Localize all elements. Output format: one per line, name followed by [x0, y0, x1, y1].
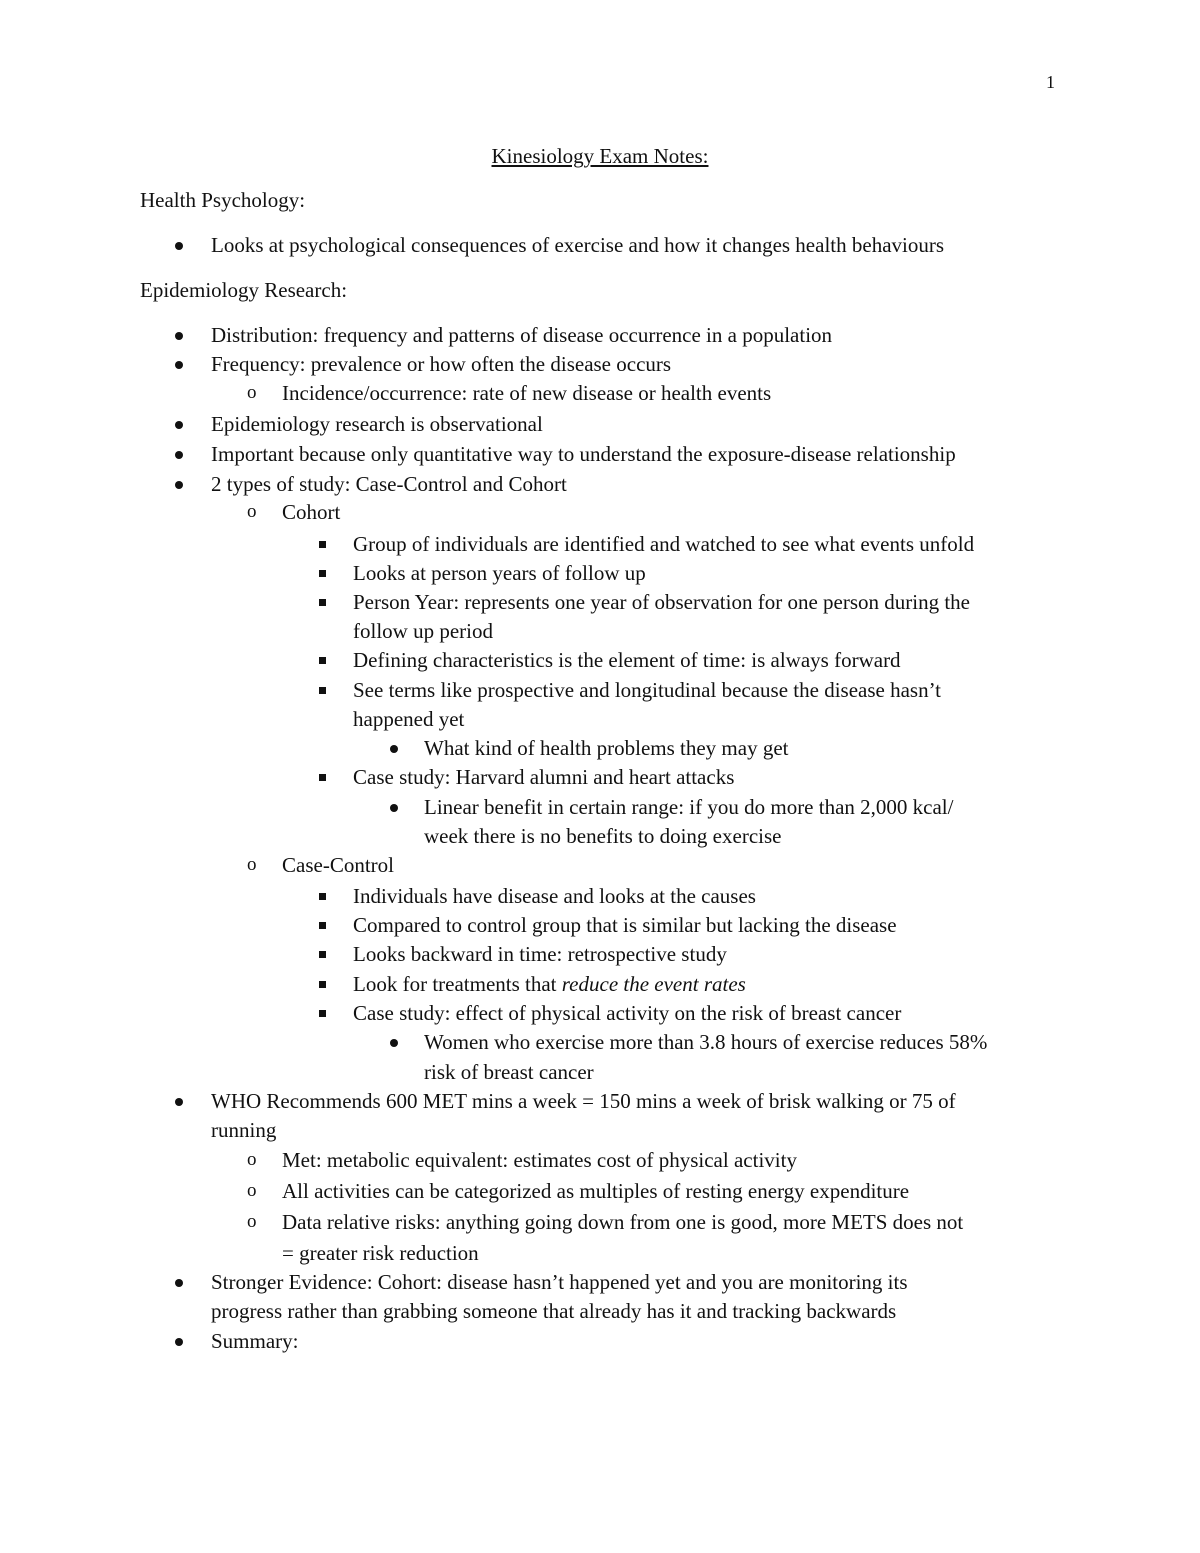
list-item-text: Stronger Evidence: Cohort: disease hasn’t happened yet and you are monitoring its: [211, 1270, 908, 1294]
list-item-text: week there is no benefits to doing exercise: [424, 824, 782, 848]
text-normal: Look for treatments that: [353, 972, 562, 996]
list-item-text: Met: metabolic equivalent: estimates cost of physical activity: [282, 1148, 797, 1172]
bullet-disc-icon: [175, 1338, 183, 1346]
list-item-text: Case study: Harvard alumni and heart attacks: [353, 765, 735, 789]
bullet-disc-icon: [175, 1098, 183, 1106]
list-item-text: Individuals have disease and looks at the causes: [353, 884, 756, 908]
list-item-text: WHO Recommends 600 MET mins a week = 150 mins a week of brisk walking or 75 of: [211, 1089, 956, 1113]
list-item-text: Women who exercise more than 3.8 hours of exercise reduces 58%: [424, 1030, 988, 1054]
bullet-disc-icon: [175, 332, 183, 340]
list-item-text: = greater risk reduction: [282, 1241, 479, 1265]
list-item-text: Looks backward in time: retrospective study: [353, 942, 727, 966]
bullet-circle-icon: o: [247, 1180, 257, 1201]
bullet-disc-icon: [175, 481, 183, 489]
heading-health-psychology: Health Psychology:: [140, 188, 306, 212]
list-item-text: Person Year: represents one year of observation for one person during the: [353, 590, 970, 614]
list-item-text: Defining characteristics is the element of time: is always forward: [353, 648, 901, 672]
bullet-square-icon: [319, 893, 326, 900]
list-item-text: progress rather than grabbing someone that already has it and tracking backwards: [211, 1299, 897, 1323]
list-item-text: Case-Control: [282, 853, 394, 877]
bullet-square-icon: [319, 922, 326, 929]
bullet-circle-icon: o: [247, 1211, 257, 1232]
list-item-text: Compared to control group that is similar but lacking the disease: [353, 913, 897, 937]
bullet-square-icon: [319, 687, 326, 694]
list-item-text: running: [211, 1118, 277, 1142]
bullet-disc-icon: [175, 421, 183, 429]
text-italic: reduce the event rates: [561, 972, 746, 996]
list-item-text: What kind of health problems they may get: [424, 736, 789, 760]
bullet-disc-icon: [175, 1279, 183, 1287]
bullet-circle-icon: o: [247, 1149, 257, 1170]
list-item-text: follow up period: [353, 619, 493, 643]
bullet-square-icon: [319, 599, 326, 606]
bullet-square-icon: [319, 657, 326, 664]
list-item-text: Frequency: prevalence or how often the disease occurs: [211, 352, 672, 376]
list-item-text: happened yet: [353, 707, 465, 731]
list-item-text: Looks at person years of follow up: [353, 561, 646, 585]
list-item-text: Cohort: [282, 500, 341, 524]
list-item-text: Case study: effect of physical activity on the risk of breast cancer: [353, 1001, 902, 1025]
list-item-text: Incidence/occurrence: rate of new disease or health events: [282, 381, 772, 405]
document-title: Kinesiology Exam Notes:: [491, 144, 709, 168]
list-item-text: Group of individuals are identified and watched to see what events unfold: [353, 532, 975, 556]
bullet-circle-icon: o: [247, 501, 257, 522]
bullet-square-icon: [319, 541, 326, 548]
bullet-square-icon: [319, 570, 326, 577]
bullet-disc-icon: [175, 451, 183, 459]
bullet-circle-icon: o: [247, 854, 257, 875]
bullet-disc-icon: [390, 745, 398, 753]
list-item-text: Epidemiology research is observational: [211, 412, 543, 436]
bullet-square-icon: [319, 951, 326, 958]
list-item-text: See terms like prospective and longitudinal because the disease hasn’t: [353, 678, 942, 702]
bullet-square-icon: [319, 1010, 326, 1017]
list-item-text: Important because only quantitative way to understand the exposure-disease relationship: [211, 442, 956, 466]
bullet-disc-icon: [390, 1039, 398, 1047]
list-item-text: Data relative risks: anything going down from one is good, more METS does not: [282, 1210, 964, 1234]
list-item-text: [353, 970, 746, 1000]
bullet-disc-icon: [175, 242, 183, 250]
list-item-text: risk of breast cancer: [424, 1060, 594, 1084]
bullet-square-icon: [319, 981, 326, 988]
bullet-disc-icon: [175, 361, 183, 369]
page-number: 1: [1046, 72, 1055, 92]
bullet-disc-icon: [390, 804, 398, 812]
list-item-text: Linear benefit in certain range: if you do more than 2,000 kcal/: [424, 795, 954, 819]
bullet-square-icon: [319, 774, 326, 781]
heading-epidemiology-research: Epidemiology Research:: [140, 278, 348, 302]
bullet-circle-icon: o: [247, 382, 257, 403]
list-item-text: Looks at psychological consequences of exercise and how it changes health behaviours: [211, 233, 945, 257]
list-item-text: 2 types of study: Case-Control and Cohort: [211, 472, 567, 496]
list-item-text: Distribution: frequency and patterns of disease occurrence in a population: [211, 323, 833, 347]
list-item-text: Summary:: [211, 1329, 299, 1353]
list-item-text: All activities can be categorized as multiples of resting energy expenditure: [282, 1179, 910, 1203]
